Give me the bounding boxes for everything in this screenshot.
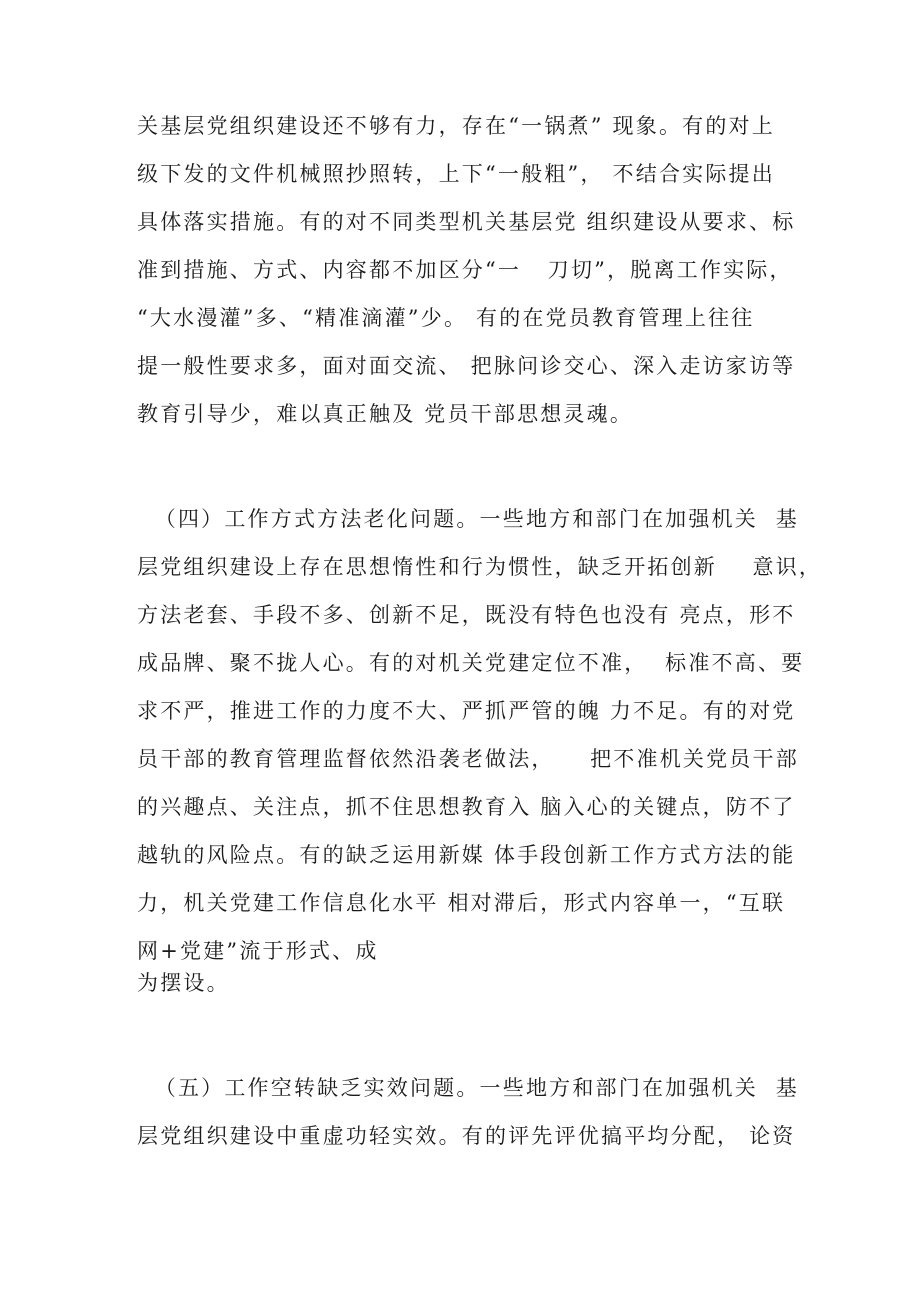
text-line: 的兴趣点、关注点，抓不住思想教育入 脑入心的关键点，防不了: [137, 795, 796, 819]
text-line: 准到措施、方式、内容都不加区分“一 刀切”，脱离工作实际，: [137, 258, 793, 282]
text-line: 层党组织建设中重虚功轻实效。有的评先评优搞平均分配， 论资: [137, 1124, 796, 1148]
section-heading-line: （五）工作空转缺乏实效问题。一些地方和部门在加强机关 基: [137, 1076, 799, 1100]
text-line: 方法老套、手段不多、创新不足，既没有特色也没有 亮点，形不: [137, 603, 796, 627]
text-line: 提一般性要求多，面对面交流、 把脉问诊交心、深入走访家访等: [137, 354, 796, 378]
section-heading-line: （四）工作方式方法老化问题。一些地方和部门在加强机关 基: [137, 507, 799, 531]
text-line: 员干部的教育管理监督依然沿袭老做法， 把不准机关党员干部: [137, 747, 799, 771]
text-line: 力，机关党建工作信息化水平 相对滞后，形式内容单一，“互联: [137, 891, 786, 915]
text-line: 求不严，推进工作的力度不大、严抓严管的魄 力不足。有的对党: [137, 699, 796, 723]
text-line: 具体落实措施。有的对不同类型机关基层党 组织建设从要求、标: [137, 210, 796, 234]
text-line: 成品牌、聚不拢人心。有的对机关党建定位不准， 标准不高、要: [137, 651, 805, 675]
text-line: 越轨的风险点。有的缺乏运用新媒 体手段创新工作方式方法的能: [137, 843, 796, 867]
text-line: 关基层党组织建设还不够有力，存在“一锅煮” 现象。有的对上: [137, 114, 775, 138]
text-line: 为摆设。: [137, 971, 230, 995]
text-line: 教育引导少，难以真正触及 党员干部思想灵魂。: [137, 402, 634, 426]
text-line: 级下发的文件机械照抄照转，上下“一般粗”， 不结合实际提出: [137, 162, 775, 186]
text-line: 网+党建”流于形式、成: [137, 939, 379, 963]
text-line: “大水漫灌”多、“精准滴灌”少。 有的在党员教育管理上往往: [137, 306, 755, 330]
text-line: 层党组织建设上存在思想惰性和行为惯性，缺乏开拓创新 意识，: [137, 555, 823, 579]
